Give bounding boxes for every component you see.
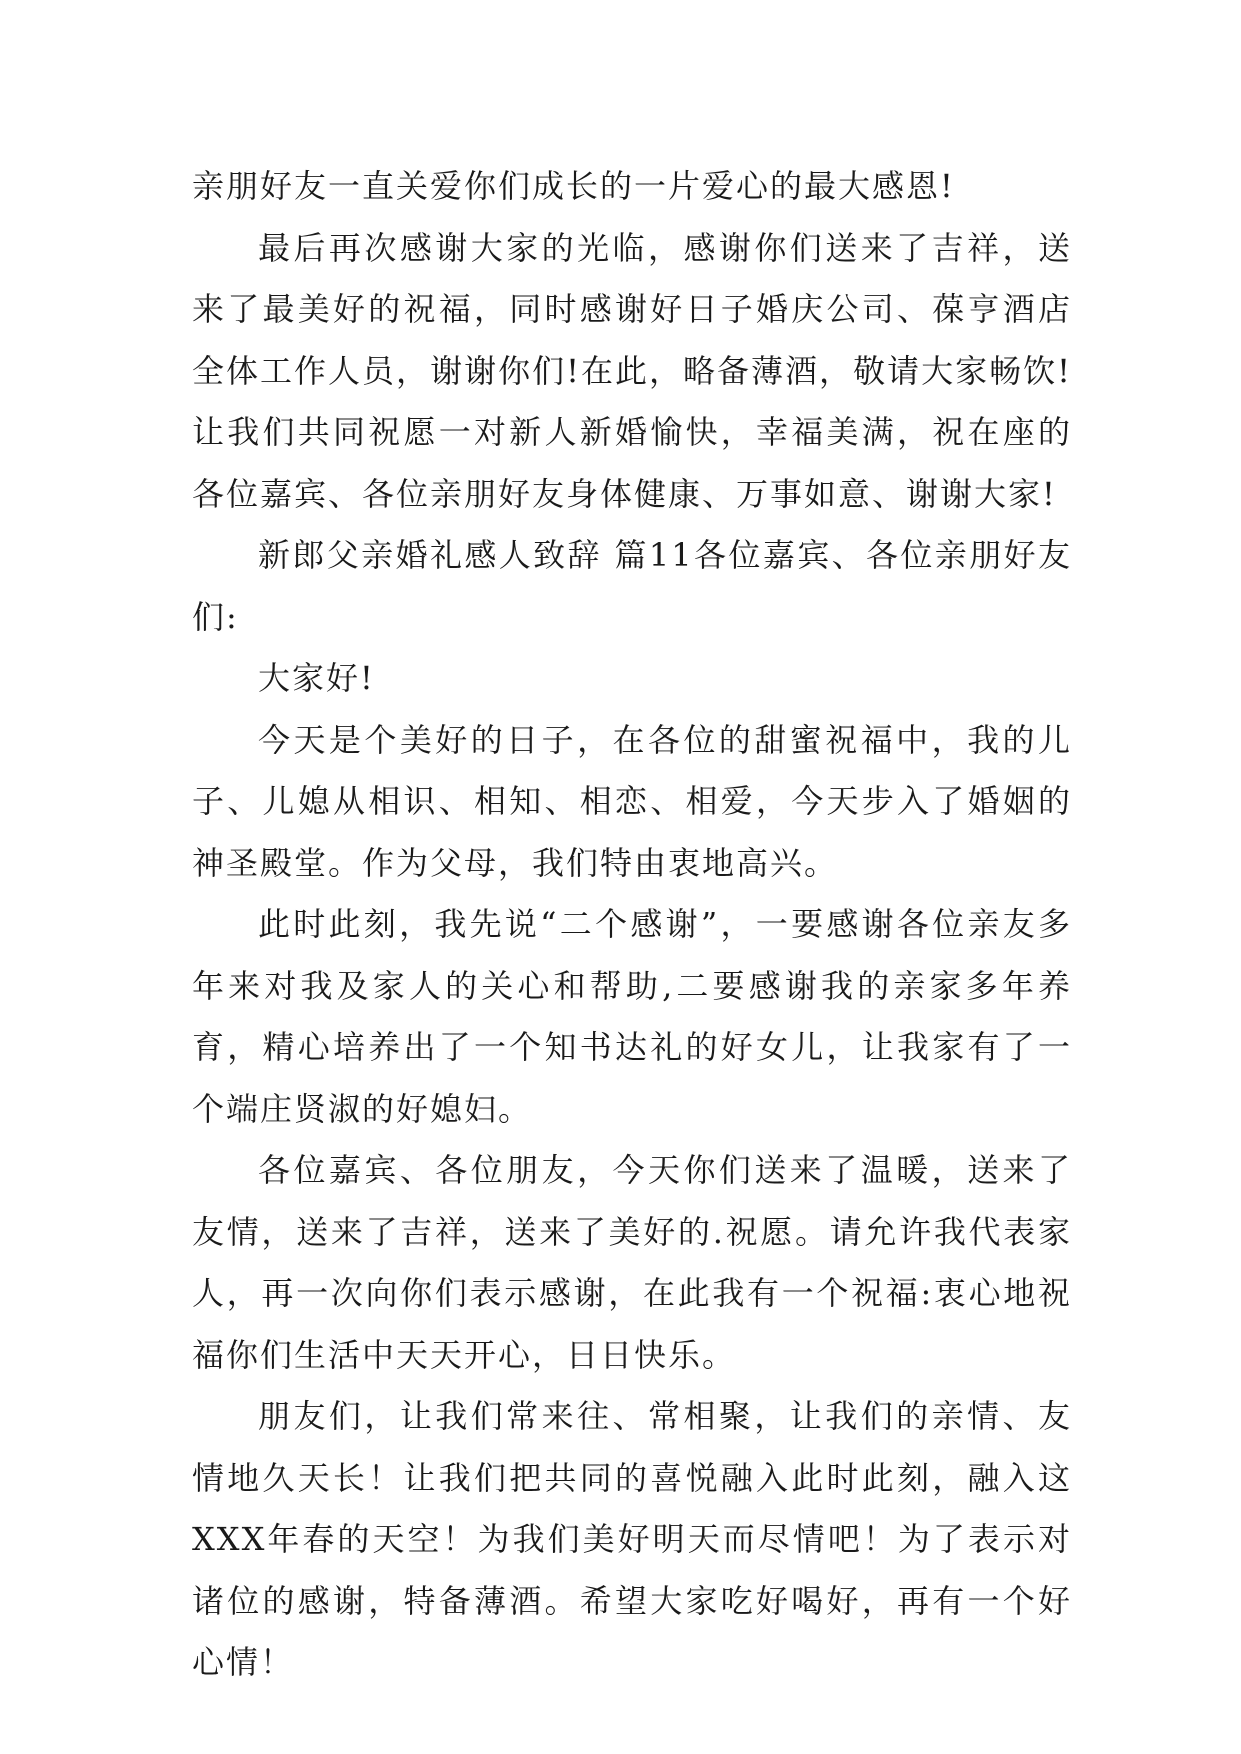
paragraph-4: 大家好! bbox=[258, 659, 375, 697]
paragraph-8: 朋友们，让我们常来往、常相聚，让我们的亲情、友情地久天长！让我们把共同的喜悦融入此时此刻，融入这XXX年春的天空！为我们美好明天而尽情吧！为了表示对诸位的感谢，特备薄酒。希望大家吃好喝好，再有一个好心情！ bbox=[192, 1397, 1072, 1681]
paragraph-1: 亲朋好友一直关爱你们成长的一片爱心的最大感恩! bbox=[192, 167, 955, 205]
paragraph-2: 最后再次感谢大家的光临，感谢你们送来了吉祥，送来了最美好的祝福，同时感谢好日子婚庆公司、葆亨酒店全体工作人员，谢谢你们!在此，略备薄酒，敬请大家畅饮!让我们共同祝愿一对新人新婚愉快，幸福美满，祝在座的各位嘉宾、各位亲朋好友身体健康、万事如意、谢谢大家! bbox=[192, 228, 1072, 513]
paragraph-6: 此时此刻，我先说“二个感谢”，一要感谢各位亲友多年来对我及家人的关心和帮助,二要感谢我的亲家多年养育，精心培养出了一个知书达礼的好女儿，让我家有了一个端庄贤淑的好媳妇。 bbox=[192, 905, 1072, 1128]
paragraph-5: 今天是个美好的日子，在各位的甜蜜祝福中，我的儿子、儿媳从相识、相知、相恋、相爱，今天步入了婚姻的神圣殿堂。作为父母，我们特由衷地高兴。 bbox=[192, 720, 1072, 882]
document-body bbox=[192, 156, 1072, 1694]
paragraph-7: 各位嘉宾、各位朋友，今天你们送来了温暖，送来了友情，送来了吉祥，送来了美好的.祝愿。请允许我代表家人，再一次向你们表示感谢，在此我有一个祝福:衷心地祝福你们生活中天天开心，日日快乐。 bbox=[192, 1151, 1072, 1374]
paragraph-3: 新郎父亲婚礼感人致辞 篇11各位嘉宾、各位亲朋好友们: bbox=[192, 536, 1072, 636]
